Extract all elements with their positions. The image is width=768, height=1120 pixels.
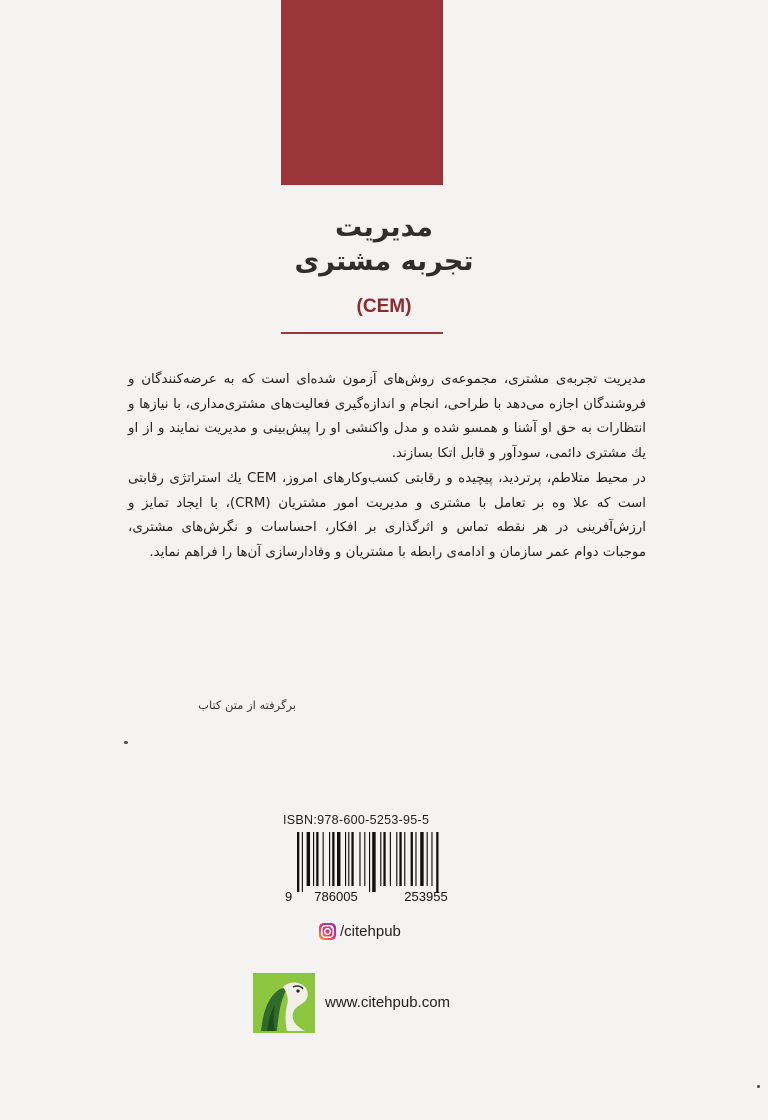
book-title-line1: مدیریت [335,212,433,243]
source-note: برگرفته از متن کتاب [198,698,296,712]
barcode-bar [359,832,360,886]
barcode-bar [345,832,346,886]
print-speck [124,741,128,744]
barcode-bar [307,832,310,886]
barcode-bar [399,832,401,886]
barcode-bar [323,832,324,886]
print-speck [757,1085,760,1088]
barcode-bar [313,832,314,886]
barcode-bar [436,832,438,892]
barcode-bar [337,832,340,886]
blurb-paragraph-1: مدیریت تجربه‌ی مشتری، مجموعه‌ی روش‌های آزمون شده‌ای است که به عرضه‌کنندگان و فروشندگان اجازه می‌دهد با طراحی، انجام و اندازه‌گیری فعالیت‌های مشتری‌مداری، با نیازها و انتظارات به حق او آشنا و همسو شده و مدل واکنشی او را پیش‌بینی و مدیریت نمایند و از او یك مشتری دائمی، سودآور و قابل اتکا بسازند. [128,372,646,462]
book-title-abbreviation: (CEM) [356,296,412,317]
barcode-bar [329,832,330,886]
instagram-handle: /citehpub [340,922,401,940]
barcode-bar [369,832,370,892]
barcode-bar [297,832,299,892]
isbn-barcode [283,832,483,904]
barcode-right-digits: 253955 [404,889,448,904]
publisher-website[interactable]: www.citehpub.com [325,994,451,1011]
barcode-bar [431,832,432,886]
barcode-left-digits: 786005 [314,889,358,904]
instagram-link[interactable] [318,921,401,941]
barcode-bar [332,832,334,886]
barcode-leading-digit: 9 [285,889,293,904]
barcode-bar [427,832,428,886]
barcode-bar [411,832,413,886]
barcode-bar [302,832,303,892]
barcode-bar [404,832,405,886]
title-divider [281,332,443,334]
barcode-bar [390,832,391,886]
instagram-icon [318,922,337,941]
barcode-bar [383,832,385,886]
barcode-bar [415,832,416,886]
isbn-label: ISBN:978-600-5253-95-5 [283,813,430,827]
barcode-bar [372,832,375,892]
barcode-bar [420,832,423,886]
book-title-line2: تجربه مشتری [294,246,474,277]
barcode-bar [316,832,318,886]
barcode-bar [396,832,397,886]
barcode-bar [351,832,353,886]
cover-color-block [281,0,443,185]
barcode-bar [348,832,349,886]
blurb-paragraph-2: در محیط متلاطم، پرتردید، پیچیده و رقابتی کسب‌وکارهای امروز، CEM یك استراتژی رقابتی است که علا وه بر تعامل با مشتری و مدیریت امور مشتریان (CRM)، با ایجاد تمایز و ارزش‌آفرینی در هر نقطه تماس و اثرگذاری بر افکار، احساسات و نگرش‌های مشتری، موجبات دوام عمر سازمان و ادامه‌ی رابطه با مشتریان و وفادارسازی آن‌ها را فراهم نماید. [128,470,646,560]
barcode-bar [364,832,365,886]
blurb [128,368,646,566]
publisher-logo-icon [253,973,315,1033]
barcode-bar [380,832,381,886]
